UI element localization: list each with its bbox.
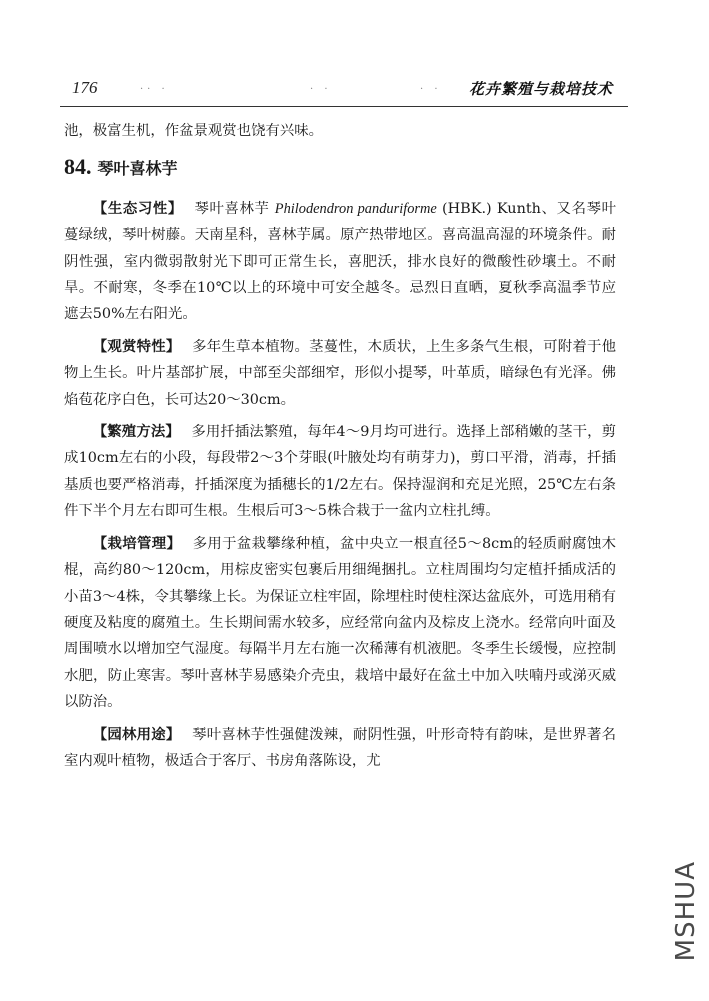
paragraph-label: 【园林用途】 [92, 726, 181, 743]
paragraph-ecology [64, 196, 616, 328]
paragraph-lead: 琴叶喜林芋 [194, 200, 270, 217]
paragraph-text: 多用于盆栽攀缘种植，盆中央立一根直径5～8cm的轻质耐腐蚀木棍，高约80～120cm，用棕皮密实包裹后用细绳捆扎。立柱周围均匀定植扦插成活的小苗3～4株，令其攀缘上长。为保证立柱牢固，除埋柱时使柱深达盆底外，可选用稍有硬度及粘度的腐殖土。生长期间需水较多，应经常向盆内及棕皮上浇水。经常向叶面及周围喷水以增加空气湿度。每隔半月左右施一次稀薄有机液肥。冬季生长缓慢，应控制水肥，防止寒害。琴叶喜林芋易感染介壳虫，栽培中最好在盆土中加入呋喃丹或涕灭威以防治。 [64, 535, 616, 711]
latin-name: Philodendron panduriforme [274, 200, 437, 217]
paragraph-label: 【生态习性】 [92, 200, 183, 217]
continuation-text: 池，极富生机，作盆景观赏也饶有兴味。 [64, 123, 324, 139]
section-number: 84. [64, 154, 92, 180]
watermark: MSHUA [671, 860, 701, 961]
header-dots: ·· · [140, 84, 169, 95]
running-title: 花卉繁殖与栽培技术 [468, 80, 613, 98]
page-body [64, 118, 616, 774]
paragraph-text: 多年生草本植物。茎蔓性，木质状，上生多条气生根，可附着于他物上生长。叶片基部扩展，中部至尖部细窄，形似小提琴，叶革质，暗绿色有光泽。佛焰苞花序白色，长可达20～30cm。 [64, 338, 616, 408]
paragraph-label: 【栽培管理】 [92, 535, 182, 552]
header-dots: · · [310, 84, 332, 95]
section-heading [64, 154, 616, 183]
paragraph-text: 琴叶喜林芋性强健泼辣，耐阴性强，叶形奇特有韵味，是世界著名室内观叶植物，极适合于客厅、书房角落陈设，尤 [64, 726, 616, 769]
paragraph-cultivation [64, 531, 616, 716]
section-title: 琴叶喜林芋 [97, 159, 178, 179]
paragraph-propagation [64, 419, 616, 525]
paragraph-text: (HBK.) Kunth、又名琴叶蔓绿绒，琴叶树藤。天南星科，喜林芋属。原产热带地区。喜高温高湿的环境条件。耐阴性强，室内微弱散射光下即可正常生长，喜肥沃，排水良好的微酸性砂壤土。不耐旱。不耐寒，冬季在10℃以上的环境中可安全越冬。忌烈日直晒，夏秋季高温季节应遮去50%左右阳光。 [64, 200, 616, 323]
page-number: 176 [72, 78, 98, 97]
paragraph-label: 【繁殖方法】 [92, 424, 180, 441]
paragraph-text: 多用扦插法繁殖，每年4～9月均可进行。选择上部稍嫩的茎干，剪成10cm左右的小段，每段带2～3个芽眼(叶腋处均有萌芽力)，剪口平滑，消毒，扦插基质也要严格消毒，扦插深度为插穗长的1/2左右。保持湿润和充足光照，25℃左右条件下半个月左右即可生根。生根后可3～5株合栽于一盆内立柱扎缚。 [64, 424, 616, 520]
paragraph-ornamental [64, 334, 616, 413]
header-rule [60, 106, 628, 107]
header-dots: · · [420, 84, 442, 95]
paragraph-label: 【观赏特性】 [92, 338, 181, 355]
paragraph-landscape-use [64, 722, 616, 775]
